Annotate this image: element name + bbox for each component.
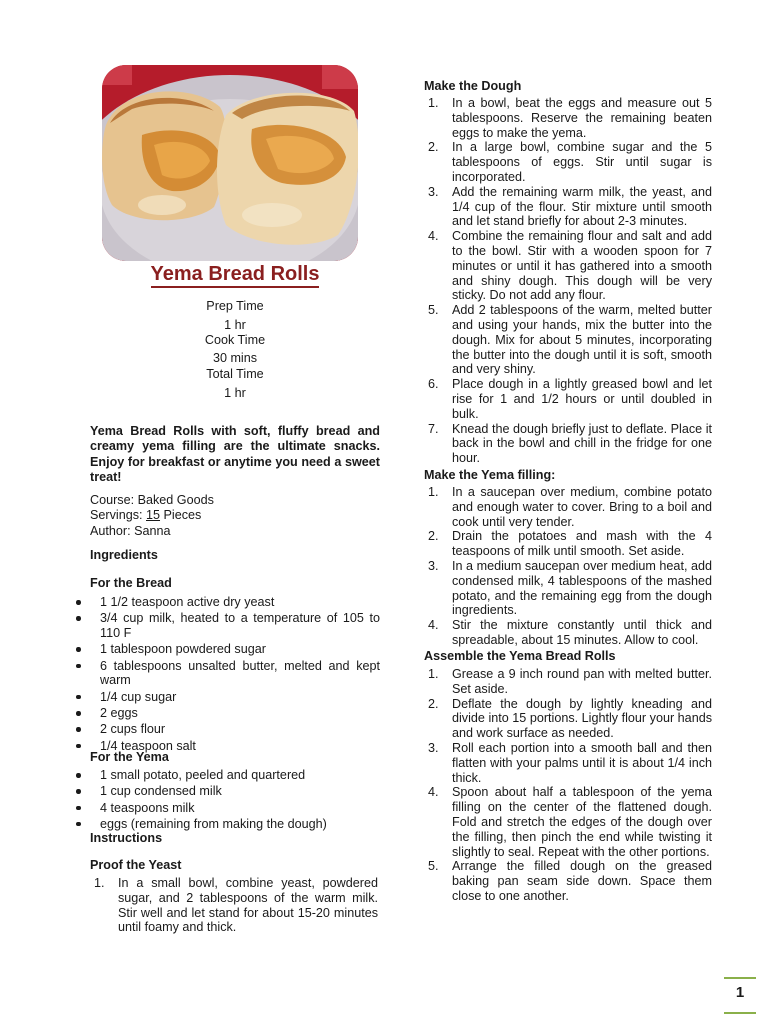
yema-steps [428, 485, 712, 648]
yema-ingredients-heading: For the Yema [90, 750, 169, 764]
list-item: 2 cups flour [100, 722, 380, 737]
yema-ingredient-list [100, 768, 380, 833]
list-item: 7. Knead the dough briefly just to deflate. Place it back in the bowl and chill in the fridge for one hour. [428, 421, 712, 466]
assemble-steps [428, 667, 712, 904]
list-item: 6 tablespoons unsalted butter, melted and kept warm [100, 658, 380, 688]
list-item: 1 small potato, peeled and quartered [100, 768, 380, 783]
servings-value: 15 [146, 508, 161, 523]
recipe-info [90, 493, 380, 539]
recipe-photo [102, 65, 358, 261]
dough-steps [428, 96, 712, 466]
list-item: 6. Place dough in a lightly greased bowl and let rise for 1 and 1/2 hours or until doubled in bulk. [428, 377, 712, 421]
prep-time-value: 1 hr [224, 318, 246, 332]
page-number: 1 [724, 977, 756, 1009]
ingredients-heading: Ingredients [90, 548, 158, 562]
list-item: 5. Arrange the filled dough on the greased baking pan seam side down. Space them close to one another. [428, 859, 712, 903]
recipe-description: Yema Bread Rolls with soft, fluffy bread and creamy yema filling are the ultimate snacks. Enjoy for breakfast or anytime you need a sweet treat! [90, 424, 380, 485]
recipe-title: Yema Bread Rolls [90, 262, 380, 286]
bread-heading: For the Bread [90, 576, 172, 590]
list-item: 1/4 teaspoon salt [100, 739, 380, 754]
list-item: 4 teaspoons milk [100, 801, 380, 816]
servings [90, 508, 380, 523]
list-item: 5. Add 2 tablespoons of the warm, melted butter and using your hands, mix the butter into the dough. Mix for about 5 minutes, incorporating the butter into the dough until it is soft, smooth and very shiny. [428, 303, 712, 377]
assemble-heading: Assemble the Yema Bread Rolls [424, 649, 616, 663]
total-time-value: 1 hr [224, 386, 246, 400]
yema-filling-heading: Make the Yema filling: [424, 468, 556, 482]
list-item: 2 eggs [100, 706, 380, 721]
list-item: 3. Roll each portion into a smooth ball and then flatten with your palms until it is about 1/4 inch thick. [428, 740, 712, 785]
list-item: 1 1/2 teaspoon active dry yeast [100, 595, 380, 610]
bread-ingredient-list [100, 595, 380, 755]
list-item: 3. Add the remaining warm milk, the yeast, and 1/4 cup of the flour. Stir mixture until smooth and let stand briefly for about 2-3 minutes. [428, 184, 712, 229]
author: Author: Sanna [90, 523, 171, 538]
servings-prefix: Servings: [90, 508, 146, 523]
list-item: 1 cup condensed milk [100, 784, 380, 799]
cook-time-value: 30 mins [212, 351, 258, 365]
list-item: 1. In a bowl, beat the eggs and measure out 5 tablespoons. Reserve the remaining beaten eggs to make the yema. [428, 96, 712, 140]
prep-time-label: Prep Time [206, 299, 264, 313]
total-time-label: Total Time [206, 367, 264, 381]
cook-time-label: Cook Time [204, 333, 266, 347]
page-number-underline [724, 1012, 756, 1014]
list-item: 2. In a large bowl, combine sugar and the 5 tablespoons of eggs. Stir until sugar is incorporated. [428, 140, 712, 184]
list-item: 4. Spoon about half a tablespoon of the yema filling on the center of the flattened dough. Fold and stretch the edges of the dough over the filling, then pinch the end while twisting it slightly to seal. Repeat with the other portions. [428, 785, 712, 859]
list-item: 3/4 cup milk, heated to a temperature of 105 to 110 F [100, 611, 380, 641]
proof-heading: Proof the Yeast [90, 858, 182, 872]
list-item: 2. Drain the potatoes and mash with the 4 teaspoons of milk until smooth. Set aside. [428, 529, 712, 559]
list-item: 1. Grease a 9 inch round pan with melted butter. Set aside. [428, 667, 712, 696]
instructions-heading: Instructions [90, 831, 163, 845]
dough-heading: Make the Dough [424, 79, 522, 93]
list-item: 4. Stir the mixture constantly until thick and spreadable, about 15 minutes. Allow to cool. [428, 618, 712, 647]
list-item: 1. In a small bowl, combine yeast, powdered sugar, and 2 tablespoons of the warm milk. Stir well and let stand for about 15-20 minutes until foamy and thick. [94, 876, 378, 935]
list-item: 3. In a medium saucepan over medium heat, add condensed milk, 4 tablespoons of the mashed potato, and the remaining egg from the dough ingredients. [428, 558, 712, 618]
list-item: 1/4 cup sugar [100, 690, 380, 705]
proof-steps [94, 876, 378, 935]
course: Course: Baked Goods [90, 493, 214, 507]
list-item: 1. In a saucepan over medium, combine potato and enough water to cover. Bring to a boil and cook until very tender. [428, 485, 712, 529]
servings-suffix: Pieces [160, 508, 202, 523]
list-item: eggs (remaining from making the dough) [100, 817, 380, 832]
list-item: 2. Deflate the dough by lightly kneading and divide into 15 portions. Lightly flour your hands and work surface as needed. [428, 696, 712, 741]
list-item: 1 tablespoon powdered sugar [100, 642, 380, 657]
list-item: 4. Combine the remaining flour and salt and add to the bowl. Stir with a wooden spoon for 7 minutes or until it has gathered into a smooth and shiny dough. This dough will be very sticky. Do not add any flour. [428, 229, 712, 303]
